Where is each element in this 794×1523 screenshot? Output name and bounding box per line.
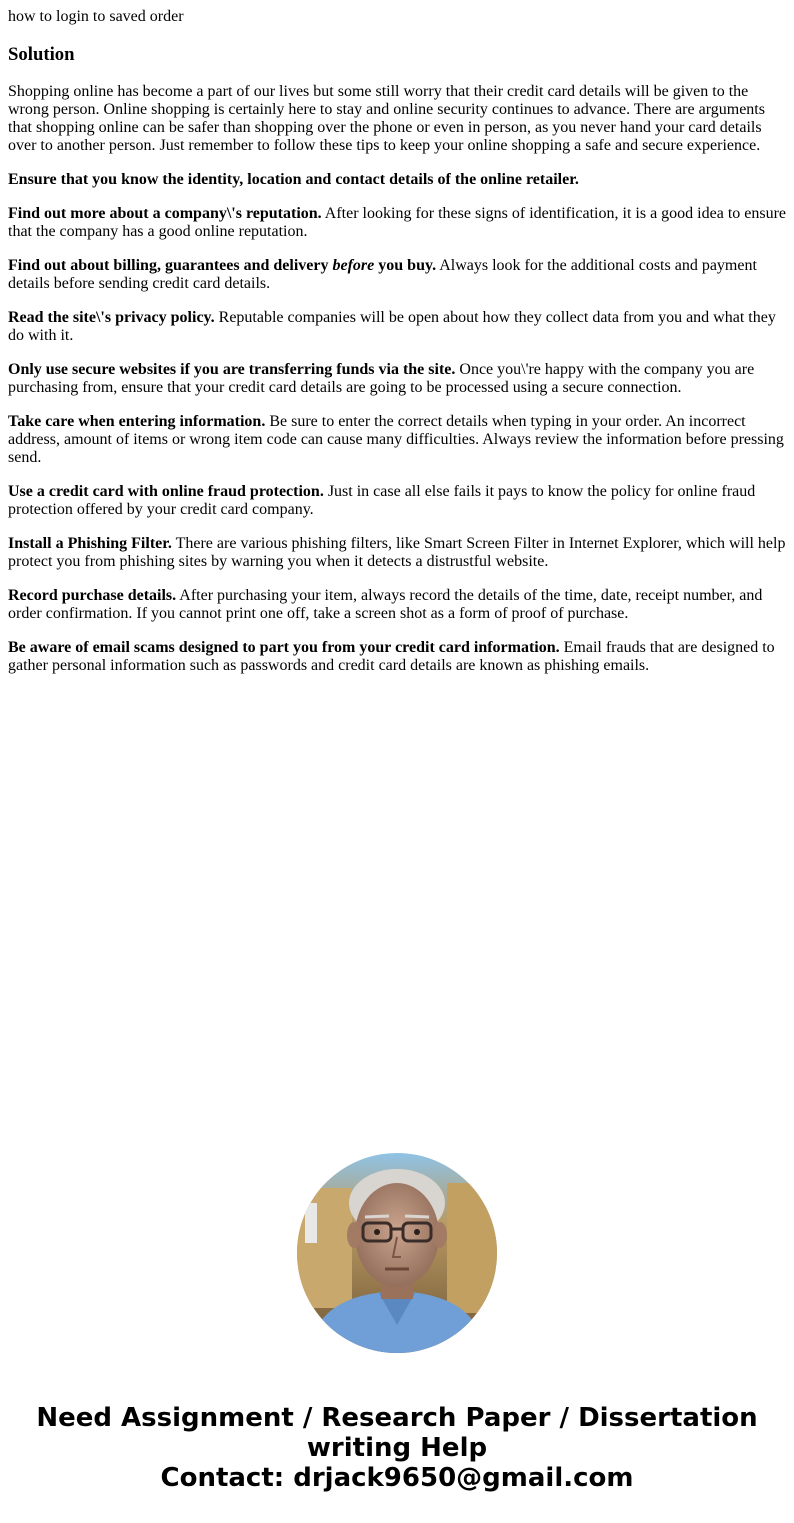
tip-1-title: Ensure that you know the identity, location and contact details of the online retailer.: [8, 171, 579, 188]
tip-3-title-emphasis: before: [332, 257, 375, 274]
tip-9-title: Record purchase details.: [8, 587, 177, 604]
tip-10-text: Email frauds that are designed to gather personal information such as passwords and credit card details are known as phishing emails.: [8, 639, 775, 674]
tip-2-text: After looking for these signs of identification, it is a good idea to ensure that the company has a good online reputation.: [8, 205, 787, 240]
tip-9-text: After purchasing your item, always record the details of the time, date, receipt number, and order confirmation. If you cannot print one off, take a screen shot as a form of proof of purchase.: [8, 587, 763, 622]
tip-3: [8, 257, 788, 293]
tip-10-title: Be aware of email scams designed to part you from your credit card information.: [8, 639, 560, 656]
tip-2: [8, 205, 788, 241]
promo-contact: Contact: drjack9650@gmail.com: [160, 1463, 634, 1493]
tip-3-title-b: you buy.: [374, 257, 437, 274]
tip-2-title: Find out more about a company\'s reputation.: [8, 205, 322, 222]
tip-3-title-a: Find out about billing, guarantees and delivery: [8, 257, 333, 274]
tip-4: [8, 309, 788, 345]
tip-4-title: Read the site\'s privacy policy.: [8, 309, 215, 326]
tip-3-title: [8, 257, 436, 274]
tip-3-text: Always look for the additional costs and payment details before sending credit card details.: [8, 257, 757, 292]
tip-7-text: Just in case all else fails it pays to know the policy for online fraud protection offered by your credit card company.: [8, 483, 756, 518]
solution-heading: Solution: [8, 44, 75, 65]
promo-line-1: Need Assignment / Research Paper / Dissertation: [36, 1403, 758, 1433]
tip-10: [8, 639, 788, 675]
tip-6-text: Be sure to enter the correct details when typing in your order. An incorrect address, amount of items or wrong item code can cause many difficulties. Always review the information before pressing send.: [8, 413, 784, 466]
tip-5: [8, 361, 788, 397]
tip-5-text: Once you\'re happy with the company you are purchasing from, ensure that your credit card details are going to be processed using a secure connection.: [8, 361, 755, 396]
tip-8: [8, 535, 788, 571]
tip-6-title: Take care when entering information.: [8, 413, 266, 430]
article: [8, 8, 788, 691]
tip-7-title: Use a credit card with online fraud protection.: [8, 483, 324, 500]
promo-line-2: writing Help: [306, 1433, 488, 1463]
tip-5-title: Only use secure websites if you are transferring funds via the site.: [8, 361, 456, 378]
tip-8-title: Install a Phishing Filter.: [8, 535, 172, 552]
promo-banner: [0, 1403, 794, 1493]
intro-paragraph: Shopping online has become a part of our lives but some still worry that their credit card details will be given to the wrong person. Online shopping is certainly here to stay and online security continues to advance. There are arguments that shopping online can be safer than shopping over the phone or even in person, as you never hand your card details over to another person. Just remember to follow these tips to keep your online shopping a safe and secure experience.: [8, 83, 765, 154]
tip-7: [8, 483, 788, 519]
tip-6: [8, 413, 788, 467]
author-avatar: [297, 1153, 497, 1353]
question-title: how to login to saved order: [8, 8, 184, 25]
person-photo-icon: [297, 1153, 497, 1353]
tip-8-text: There are various phishing filters, like Smart Screen Filter in Internet Explorer, which will help protect you from phishing sites by warning you when it detects a distrustful website.: [8, 535, 786, 570]
tip-1: [8, 171, 788, 189]
tip-4-text: Reputable companies will be open about how they collect data from you and what they do with it.: [8, 309, 776, 344]
tip-9: [8, 587, 788, 623]
